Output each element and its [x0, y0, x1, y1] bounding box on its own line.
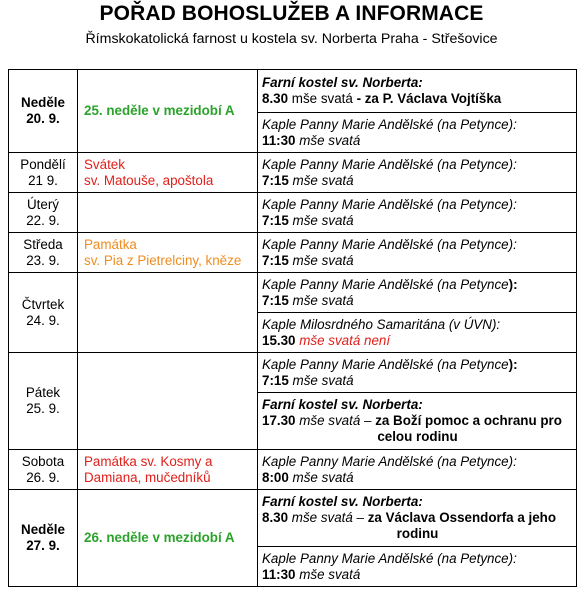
day-name: Sobota	[21, 453, 65, 469]
service-place: Kaple Panny Marie Andělské (na Petynce):	[262, 453, 517, 469]
table-row	[9, 233, 577, 273]
day-cell	[9, 273, 78, 353]
service-place: Kaple Panny Marie Andělské (na Petynce):	[262, 550, 517, 566]
service-place: Kaple Panny Marie Andělské (na Petynce):	[262, 116, 517, 132]
service-text: mše svatá	[292, 172, 354, 188]
day-date: 27. 9.	[26, 538, 60, 553]
service-cell	[258, 233, 577, 273]
feast-cell	[78, 450, 258, 490]
service-text: mše svatá	[291, 91, 353, 106]
service-cell	[258, 450, 577, 490]
service-time: 11:30	[262, 566, 296, 582]
day-date: 20. 9.	[26, 111, 60, 126]
day-cell	[9, 70, 78, 153]
service-cell	[258, 547, 577, 587]
day-cell	[9, 353, 78, 450]
feast-name: 26. neděle v mezidobí A	[84, 530, 235, 545]
service-text: mše svatá není	[299, 332, 391, 348]
day-name: Pondělí	[20, 156, 66, 172]
table-row	[9, 153, 577, 193]
day-date: 22. 9.	[26, 212, 60, 228]
table-row	[9, 353, 577, 393]
day-cell	[9, 193, 78, 233]
service-text: mše svatá –	[291, 510, 364, 525]
day-name: Čtvrtek	[21, 296, 65, 312]
feast-cell	[78, 273, 258, 353]
service-time: 7:15	[262, 252, 289, 268]
service-cell	[258, 313, 577, 353]
table-row	[9, 70, 577, 113]
day-name: Úterý	[27, 196, 59, 212]
service-time: 8.30	[262, 510, 289, 525]
service-place: Kaple Panny Marie Andělské (na Petynce):	[262, 156, 517, 172]
page-title: POŘAD BOHOSLUŽEB A INFORMACE	[99, 2, 484, 25]
service-time: 8:00	[262, 469, 289, 485]
feast-cell	[78, 153, 258, 193]
day-date: 25. 9.	[26, 401, 60, 416]
service-intention: za Václava Ossendorfa a jeho	[367, 510, 557, 525]
day-date: 24. 9.	[26, 312, 60, 328]
service-time: 15.30	[262, 332, 296, 348]
service-intention: za Boží pomoc a ochranu pro	[375, 413, 562, 428]
day-name: Neděle	[21, 95, 65, 110]
service-place: Kaple Panny Marie Andělské (na Petynce	[262, 356, 509, 372]
service-intention-cont: rodinu	[396, 526, 439, 541]
service-cell	[258, 490, 577, 547]
service-text: mše svatá	[292, 292, 354, 308]
service-intention: - za P. Václava Vojtíška	[356, 91, 502, 106]
service-place-end: ):	[508, 276, 518, 292]
feast-cell	[78, 353, 258, 450]
day-date: 26. 9.	[26, 469, 60, 485]
service-cell	[258, 193, 577, 233]
service-text: mše svatá	[292, 212, 354, 228]
day-cell	[9, 450, 78, 490]
service-text: mše svatá	[292, 372, 354, 388]
feast-name-line2: sv. Matouše, apoštola	[84, 172, 214, 188]
feast-cell	[78, 233, 258, 273]
page-subtitle: Římskokatolická farnost u kostela sv. Norberta Praha - Střešovice	[85, 31, 498, 47]
service-time: 8.30	[262, 91, 289, 106]
feast-name-line2: sv. Pia z Pietrelciny, kněze	[84, 252, 242, 268]
schedule-table	[8, 69, 577, 587]
service-place-end: ):	[508, 356, 518, 372]
feast-cell	[78, 193, 258, 233]
service-text: mše svatá	[292, 469, 354, 485]
service-cell	[258, 273, 577, 313]
service-time: 7:15	[262, 172, 289, 188]
service-place: Farní kostel sv. Norberta:	[262, 75, 423, 90]
table-row	[9, 273, 577, 313]
service-text: mše svatá –	[299, 413, 372, 428]
service-time: 7:15	[262, 292, 289, 308]
table-row	[9, 450, 577, 490]
service-place: Farní kostel sv. Norberta:	[262, 397, 423, 412]
service-time: 7:15	[262, 212, 289, 228]
day-cell	[9, 233, 78, 273]
day-name: Pátek	[25, 385, 61, 400]
service-intention-cont: celou rodinu	[377, 429, 458, 444]
table-row	[9, 193, 577, 233]
service-place: Kaple Panny Marie Andělské (na Petynce):	[262, 196, 517, 212]
feast-cell	[78, 70, 258, 153]
service-cell	[258, 70, 577, 113]
feast-name-line2: Damiana, mučedníků	[84, 469, 211, 485]
day-date: 21 9.	[28, 172, 58, 188]
feast-name-line1: Svátek	[84, 156, 125, 172]
feast-cell	[78, 490, 258, 587]
service-cell	[258, 113, 577, 153]
service-cell	[258, 153, 577, 193]
service-text: mše svatá	[299, 566, 361, 582]
service-place: Farní kostel sv. Norberta:	[262, 494, 423, 509]
service-text: mše svatá	[292, 252, 354, 268]
service-text: mše svatá	[299, 132, 361, 148]
table-row	[9, 490, 577, 547]
day-name: Středa	[23, 236, 63, 252]
service-time: 17.30	[262, 413, 296, 428]
day-cell	[9, 490, 78, 587]
feast-name: 25. neděle v mezidobí A	[84, 103, 235, 118]
day-date: 23. 9.	[26, 252, 60, 268]
day-name: Neděle	[21, 522, 65, 537]
service-place: Kaple Panny Marie Andělské (na Petynce):	[262, 236, 517, 252]
feast-name-line1: Památka	[84, 236, 137, 252]
feast-name-line1: Památka sv. Kosmy a	[84, 453, 213, 469]
service-cell	[258, 353, 577, 393]
day-cell	[9, 153, 78, 193]
service-time: 7:15	[262, 372, 289, 388]
service-time: 11:30	[262, 132, 296, 148]
service-place: Kaple Milosrdného Samaritána (v ÚVN):	[262, 316, 501, 332]
service-place: Kaple Panny Marie Andělské (na Petynce	[262, 276, 509, 292]
service-cell	[258, 393, 577, 450]
